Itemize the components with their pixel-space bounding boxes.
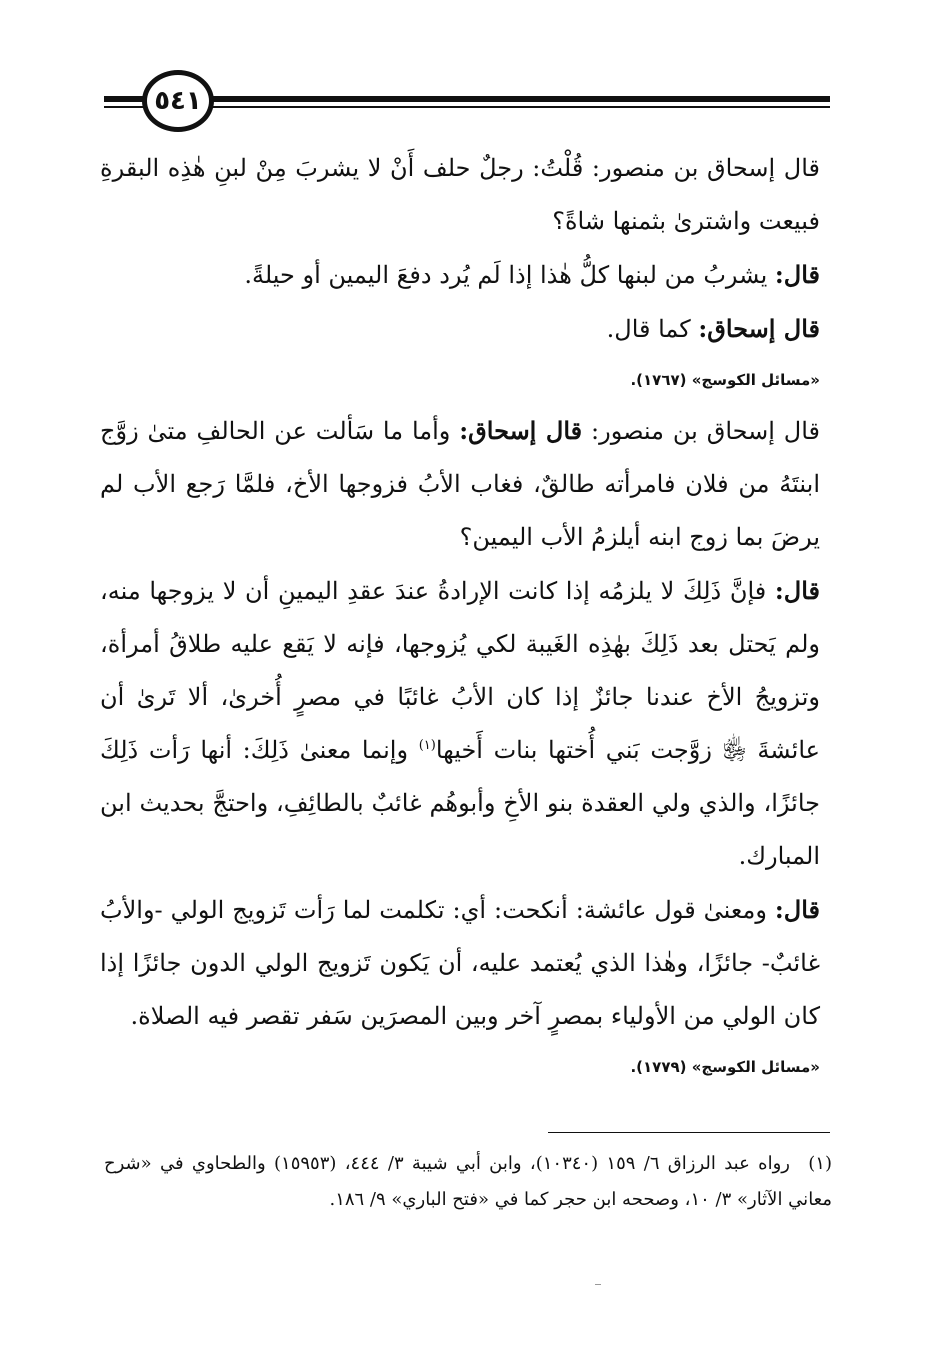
- paragraph-answer-1: [100, 248, 820, 302]
- footnote-separator: [548, 1132, 830, 1133]
- paragraph-question-1: [100, 142, 820, 248]
- question-2-text: وأما ما سَألت عن الحالفِ متىٰ زوَّج ابنتَهُ من فلان فامرأته طالقٌ، فغاب الأبُ فزوجها الأخ، فلمَّا رَجع الأب لم يرضَ بما زوج ابنه أيلزمُ الأب اليمين؟: [100, 417, 820, 551]
- ishaq-1-text: كما قال.: [606, 315, 691, 343]
- ishaq-1-label: قال إسحاق:: [698, 314, 820, 343]
- question-2-label: قال إسحاق:: [459, 416, 583, 445]
- paragraph-ishaq-1: [100, 302, 820, 356]
- paragraph-explanation: [100, 883, 820, 1043]
- page-mark: [595, 1284, 601, 1285]
- paragraph-answer-2: [100, 564, 820, 883]
- answer-1-text: يشربُ من لبنها كلُّ هٰذا إذا لَم يُرد دفعَ اليمين أو حيلةً.: [244, 261, 768, 289]
- paragraph-question-2: [100, 404, 820, 564]
- question-1-text: قال إسحاق بن منصور: قُلْتُ: رجلٌ حلف أَنْ لا يشربَ مِنْ لبنِ هٰذِه البقرةِ فبيعت واشترىٰ بثمنها شاةً؟: [100, 154, 820, 235]
- footnote-reference[interactable]: (١): [418, 738, 436, 753]
- main-text: [100, 142, 820, 1091]
- source-citation-1: «مسائل الكوسج» (١٧٦٧).: [630, 371, 820, 389]
- question-2-intro: قال إسحاق بن منصور:: [591, 417, 821, 445]
- footnote-1: [104, 1146, 832, 1218]
- explanation-text: ومعنىٰ قول عائشة: أنكحت: أي: تكلمت لما رَأت تَزويج الولي -والأبُ غائبٌ- جائزًا، وهٰذا الذي يُعتمد عليه، أن يَكون تَزويج الولي الدون جائزًا إذا كان الولي من الأولياء بمصرٍ آخر وبين المصرَين سَفر تقصر فيه الصلاة.: [100, 896, 820, 1030]
- source-citation-2: «مسائل الكوسج» (١٧٧٩).: [630, 1058, 820, 1076]
- answer-2-text-a: فإنَّ ذَلِكَ لا يلزمُه إذا كانت الإرادةُ عندَ عقدِ اليمينِ أن لا يزوجها منه، ولم يَحتل بعد ذَلِكَ بهٰذِه الغَيبة لكي يُزوجها، فإنه لا يَقع عليه طلاقُ أمرأة، وتزويجُ الأخ عندنا جائزٌ إذا كان الأبُ غائبًا في مصرٍ أُخرىٰ، ألا تَرىٰ أن عائشةَ ﵂ زوَّجت بَني أُختها بنات أَخيها: [100, 577, 820, 764]
- footnote-text: رواه عبد الرزاق ٦/ ١٥٩ (١٠٣٤٠)، وابن أبي شيبة ٣/ ٤٤٤، (١٥٩٥٣) والطحاوي في «شرح معاني الآثار» ٣/ ١٠، وصححه ابن حجر كما في «فتح الباري» ٩/ ١٨٦.: [104, 1153, 832, 1210]
- answer-2-label: قال:: [774, 576, 820, 605]
- explanation-label: قال:: [774, 895, 820, 924]
- page-number: ٥٤١: [142, 70, 214, 132]
- answer-2-text-b: وإنما معنىٰ ذَلِكَ: أنها رَأت ذَلِكَ جائزًا، والذي ولي العقدة بنو الأخِ وأبوهُم غائبٌ بالطائِفِ، واحتجَّ بحديث ابن المبارك.: [100, 736, 820, 870]
- footnote-number: (١): [808, 1153, 832, 1174]
- answer-1-label: قال:: [774, 260, 820, 289]
